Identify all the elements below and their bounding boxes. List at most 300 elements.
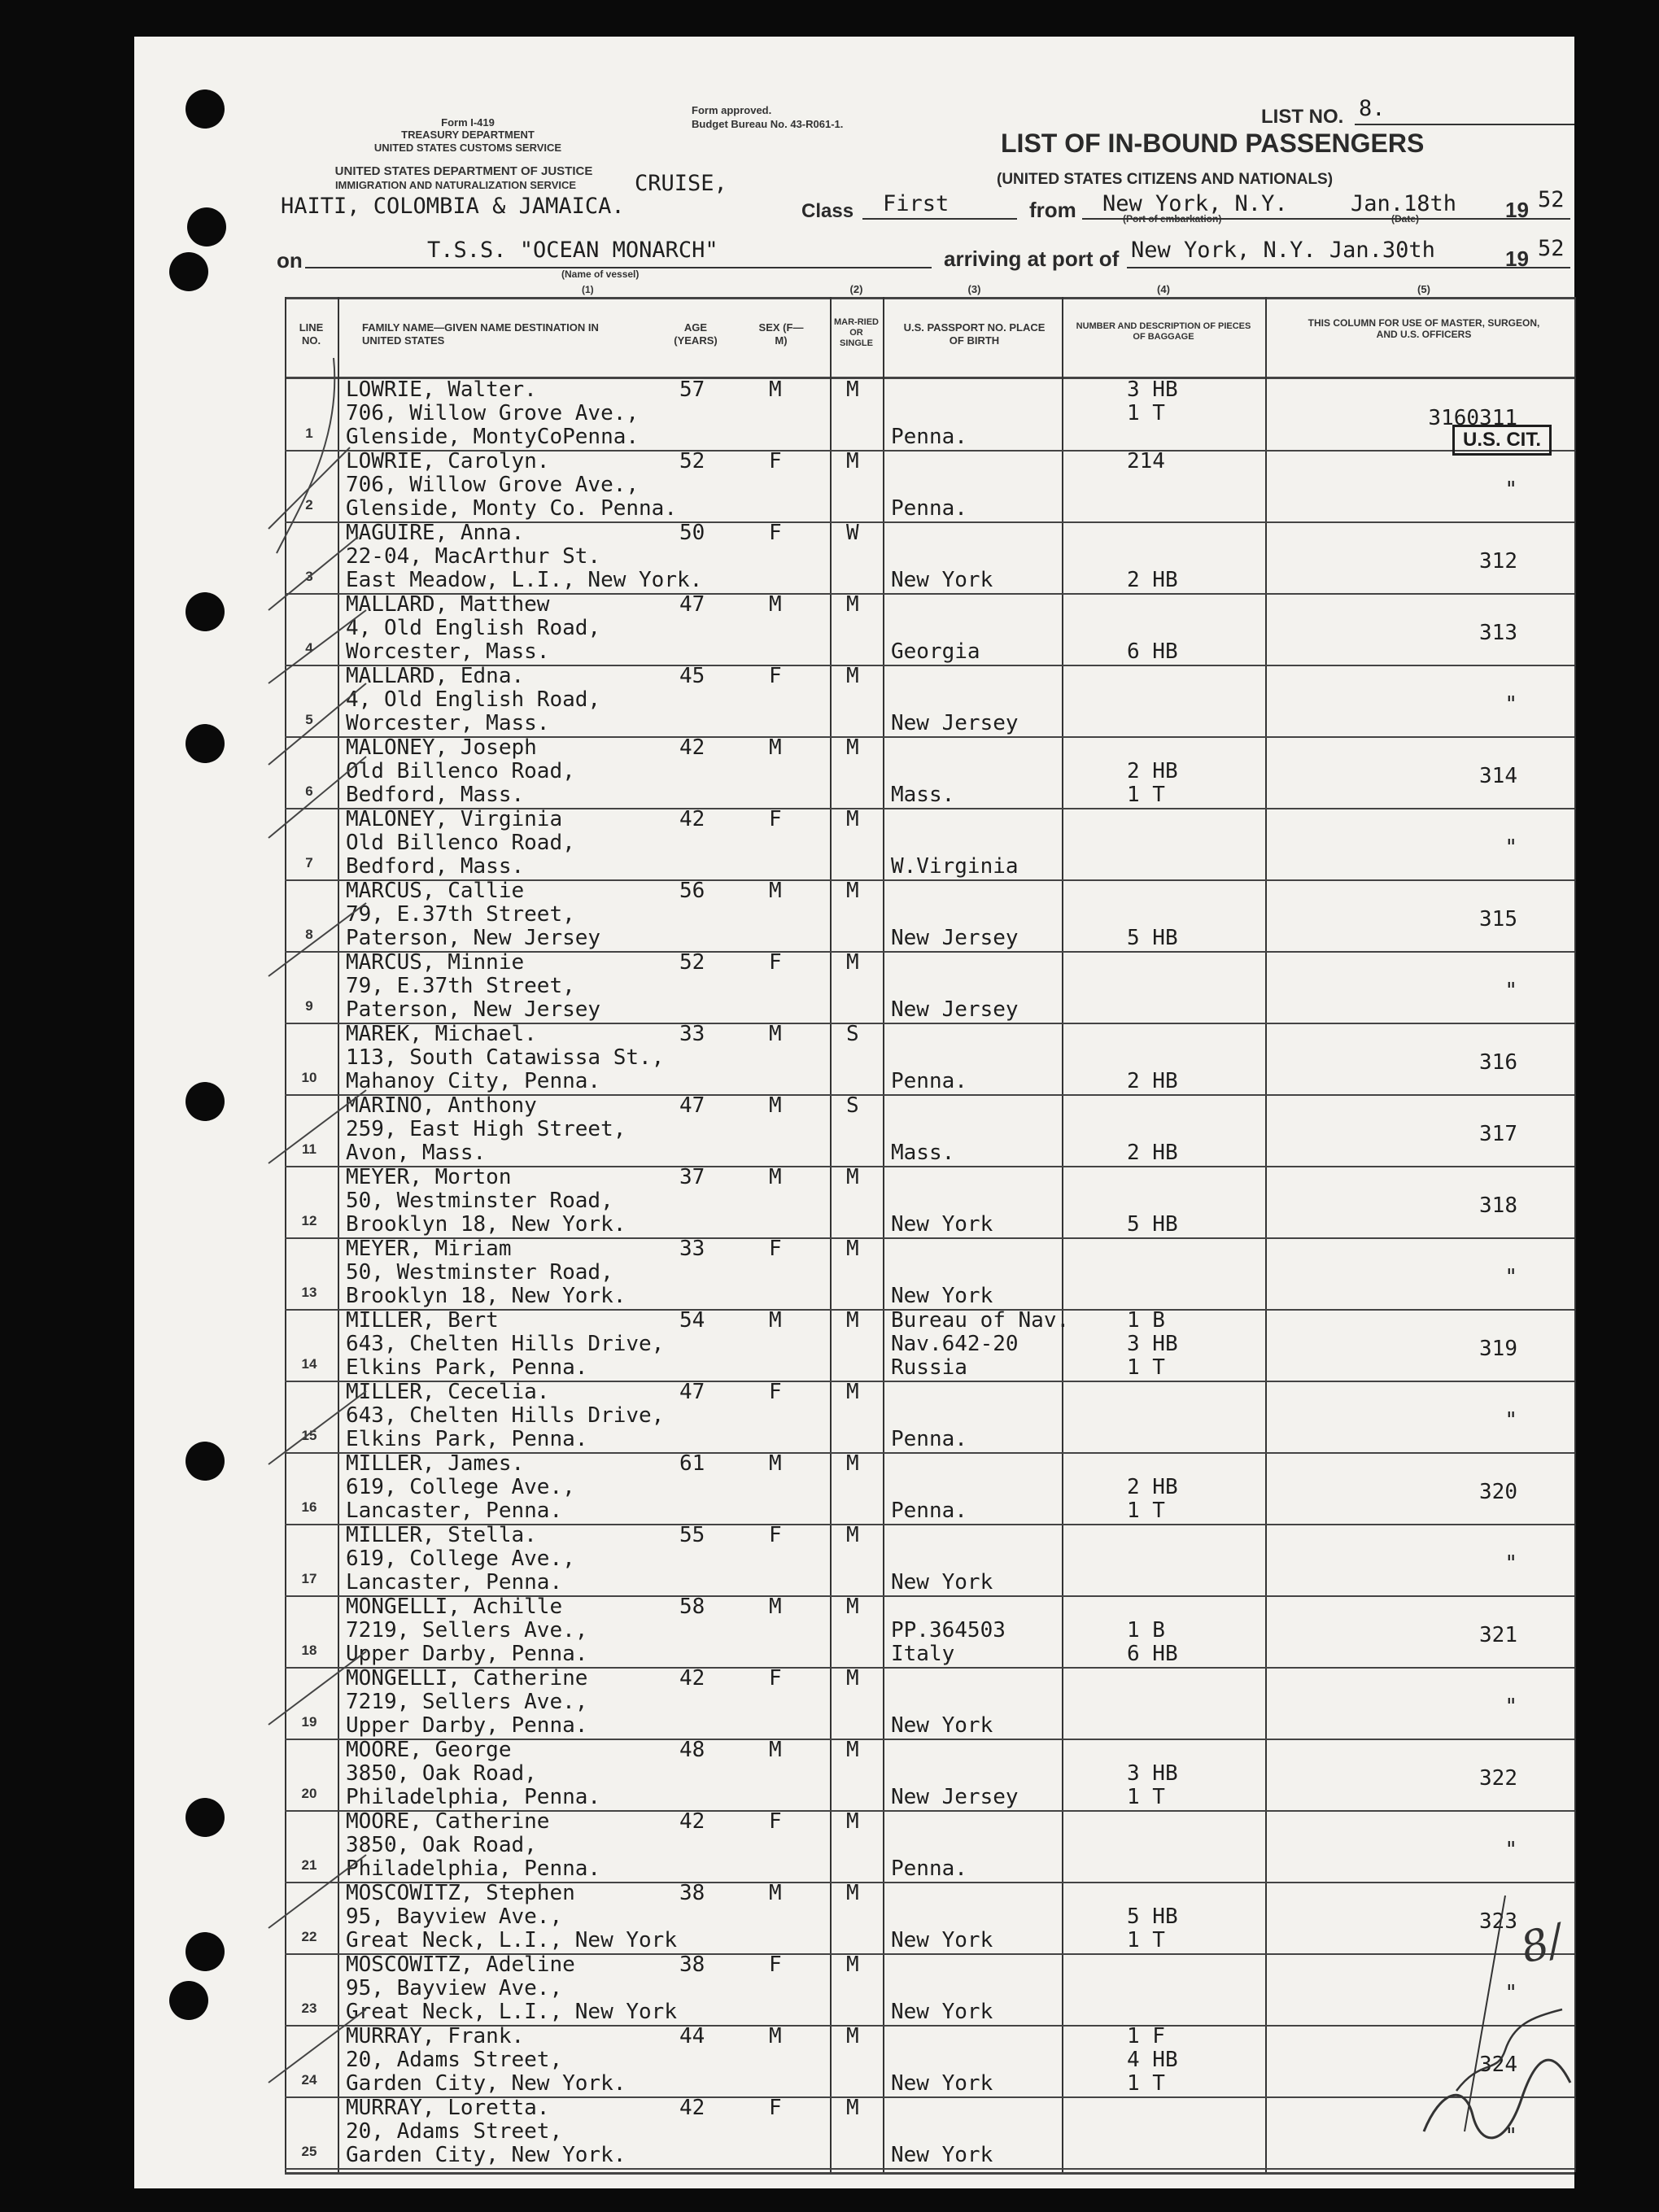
table-row (285, 1166, 1574, 1237)
class-underline (862, 218, 1017, 220)
age: 38 (679, 1881, 705, 1905)
punch-hole (186, 89, 225, 129)
place-of-birth: New York (891, 1212, 993, 1237)
place-of-birth: Penna. (891, 1427, 967, 1451)
passenger-name: MURRAY, Frank. (346, 2024, 525, 2048)
age: 50 (679, 521, 705, 545)
place-of-birth: New York (891, 568, 993, 592)
officer-number: 314 (1479, 764, 1517, 788)
place-of-birth: Mass. (891, 1141, 955, 1165)
col-header-officers: THIS COLUMN FOR USE OF MASTER, SURGEON, AND U.S. OFFICERS (1308, 317, 1540, 340)
age: 57 (679, 377, 705, 402)
line-number: 24 (301, 2072, 317, 2088)
punch-hole (186, 592, 225, 631)
place-of-birth: New York (891, 2143, 993, 2167)
passenger-name: MOSCOWITZ, Adeline (346, 1952, 575, 1977)
list-no-label: LIST NO. (1261, 106, 1344, 128)
passport-line2: PP.364503 (891, 1618, 1006, 1643)
address-street: 3850, Oak Road, (346, 1833, 537, 1857)
vessel-name: T.S.S. "OCEAN MONARCH" (427, 238, 718, 263)
line-number: 11 (302, 1141, 317, 1157)
address-city: Worcester, Mass. (346, 639, 550, 664)
col-header-name: FAMILY NAME—GIVEN NAME DESTINATION IN UNITED STATES (362, 321, 599, 347)
passenger-name: LOWRIE, Walter. (346, 377, 537, 402)
marital-status: M (846, 1595, 859, 1619)
address-street: 113, South Catawissa St., (346, 1045, 665, 1070)
address-city: Avon, Mass. (346, 1141, 487, 1165)
form-approved: Form approved. (692, 104, 772, 116)
punch-hole (186, 1798, 225, 1837)
baggage-line2: 3 HB (1127, 1761, 1178, 1786)
officer-number: " (1504, 692, 1517, 717)
age: 56 (679, 879, 705, 903)
sex: M (769, 1595, 782, 1619)
address-city: Elkins Park, Penna. (346, 1427, 588, 1451)
sex: M (769, 1308, 782, 1333)
sex: F (769, 1666, 782, 1691)
marital-status: M (846, 449, 859, 473)
from-note: (Port of embarkation) (1123, 213, 1222, 225)
address-street: 643, Chelten Hills Drive, (346, 1403, 665, 1428)
age: 44 (679, 2024, 705, 2048)
marital-status: M (846, 1451, 859, 1476)
passenger-name: MOSCOWITZ, Stephen (346, 1881, 575, 1905)
table-row (285, 1953, 1574, 2025)
marital-status: M (846, 1738, 859, 1762)
sex: M (769, 1165, 782, 1189)
us-citizen-stamp: U.S. CIT. (1452, 425, 1552, 456)
officer-number: 321 (1479, 1623, 1517, 1647)
line-number: 17 (301, 1571, 317, 1586)
table-row (285, 1452, 1574, 1524)
place-of-birth: Penna. (891, 425, 967, 449)
baggage-line3: 1 T (1127, 1355, 1165, 1380)
place-of-birth: Russia (891, 1355, 967, 1380)
table-row (285, 1524, 1574, 1595)
place-of-birth: W.Virginia (891, 854, 1019, 879)
sex: F (769, 2096, 782, 2120)
address-street: 4, Old English Road, (346, 616, 601, 640)
place-of-birth: Mass. (891, 783, 955, 807)
passenger-name: MALONEY, Virginia (346, 807, 563, 831)
marital-status: M (846, 879, 859, 903)
age: 33 (679, 1022, 705, 1046)
vessel-note: (Name of vessel) (561, 268, 640, 280)
year-prefix-2: 19 (1505, 247, 1529, 271)
place-of-birth: New York (891, 1928, 993, 1952)
place-of-birth: New York (891, 1570, 993, 1595)
age: 33 (679, 1237, 705, 1261)
officer-number: 312 (1479, 549, 1517, 574)
punch-hole (186, 1082, 225, 1121)
age: 42 (679, 735, 705, 760)
address-city: Bedford, Mass. (346, 854, 525, 879)
sex: F (769, 521, 782, 545)
departure-date: Jan.18th (1351, 191, 1457, 216)
age: 54 (679, 1308, 705, 1333)
address-street: 79, E.37th Street, (346, 902, 575, 927)
line-number: 13 (301, 1285, 317, 1300)
address-city: Brooklyn 18, New York. (346, 1212, 626, 1237)
list-no: 8. (1359, 96, 1386, 121)
marital-status: M (846, 1809, 859, 1834)
address-city: Philadelphia, Penna. (346, 1785, 601, 1809)
marital-status: M (846, 2024, 859, 2048)
line-number: 12 (301, 1213, 317, 1228)
address-street: 259, East High Street, (346, 1117, 626, 1141)
passenger-name: MOORE, Catherine (346, 1809, 550, 1834)
address-street: 7219, Sellers Ave., (346, 1690, 588, 1714)
passenger-name: MEYER, Morton (346, 1165, 512, 1189)
table-row (285, 593, 1574, 665)
place-of-birth: Penna. (891, 1856, 967, 1881)
address-street: 79, E.37th Street, (346, 974, 575, 998)
passenger-name: MOORE, George (346, 1738, 512, 1762)
passenger-name: MILLER, Bert (346, 1308, 499, 1333)
passenger-name: MAREK, Michael. (346, 1022, 537, 1046)
line-number: 23 (301, 2000, 317, 2016)
table-row (285, 879, 1574, 951)
marital-status: S (846, 1022, 859, 1046)
sex: F (769, 1952, 782, 1977)
marital-status: M (846, 1380, 859, 1404)
arrival-underline (1127, 267, 1570, 268)
baggage-line3: 2 HB (1127, 568, 1178, 592)
sex: F (769, 449, 782, 473)
place-of-birth: Penna. (891, 496, 967, 521)
sex: M (769, 1881, 782, 1905)
marital-status: M (846, 1237, 859, 1261)
address-city: Paterson, New Jersey (346, 997, 601, 1022)
passport-line2: Nav.642-20 (891, 1332, 1019, 1356)
baggage-line3: 5 HB (1127, 1212, 1178, 1237)
table-row (285, 450, 1574, 521)
punch-hole (169, 252, 208, 291)
marital-status: M (846, 1523, 859, 1547)
officer-number: 3160311 (1428, 406, 1517, 430)
table-row (285, 1237, 1574, 1309)
officer-number: 316 (1479, 1050, 1517, 1075)
marital-status: M (846, 950, 859, 975)
table-row (285, 1309, 1574, 1381)
officer-number: " (1504, 1695, 1517, 1719)
line-number: 6 (305, 783, 313, 799)
line-number: 18 (301, 1643, 317, 1658)
place-of-birth: New York (891, 1713, 993, 1738)
officer-number: " (1504, 1838, 1517, 1862)
baggage-line3: 1 T (1127, 1499, 1165, 1523)
arrival-port: New York, N.Y. Jan.30th (1131, 238, 1435, 263)
address-street: 3850, Oak Road, (346, 1761, 537, 1786)
address-city: Great Neck, L.I., New York (346, 2000, 677, 2024)
place-of-birth: Georgia (891, 639, 980, 664)
address-city: Upper Darby, Penna. (346, 1713, 588, 1738)
place-of-birth: Italy (891, 1642, 955, 1666)
line-number: 10 (301, 1070, 317, 1085)
baggage-line2: 4 HB (1127, 2048, 1178, 2072)
vessel-col-num: (1) (582, 284, 594, 295)
form-subtitle: (UNITED STATES CITIZENS AND NATIONALS) (997, 171, 1334, 188)
line-number: 21 (301, 1857, 317, 1873)
budget-bureau: Budget Bureau No. 43-R061-1. (692, 118, 844, 130)
address-street: 7219, Sellers Ave., (346, 1618, 588, 1643)
punch-hole (187, 207, 226, 247)
table-bottom-border (285, 2172, 1574, 2175)
address-city: Bedford, Mass. (346, 783, 525, 807)
table-row (285, 1810, 1574, 1882)
line-number: 14 (301, 1356, 317, 1372)
line-number: 25 (301, 2144, 317, 2159)
address-street: 50, Westminster Road, (346, 1260, 613, 1285)
table-row (285, 951, 1574, 1023)
inspector-signature (1408, 1887, 1587, 2148)
table-row (285, 808, 1574, 879)
table-row (285, 378, 1574, 450)
marital-status: M (846, 592, 859, 617)
address-street: 619, College Ave., (346, 1547, 575, 1571)
baggage-line3: 1 T (1127, 1785, 1165, 1809)
baggage-line3: 6 HB (1127, 1642, 1178, 1666)
age: 42 (679, 1666, 705, 1691)
address-city: Brooklyn 18, New York. (346, 1284, 626, 1308)
table-row (285, 2025, 1574, 2096)
age: 52 (679, 950, 705, 975)
table-row (285, 1739, 1574, 1810)
baggage-line2: 1 B (1127, 1618, 1165, 1643)
place-of-birth: New Jersey (891, 1785, 1019, 1809)
marital-status: M (846, 1308, 859, 1333)
dept-customs: UNITED STATES CUSTOMS SERVICE (373, 142, 562, 154)
table-row (285, 1667, 1574, 1739)
baggage-line3: 1 T (1127, 783, 1165, 807)
passenger-name: MURRAY, Loretta. (346, 2096, 550, 2120)
passenger-name: MALLARD, Matthew (346, 592, 550, 617)
address-city: Great Neck, L.I., New York (346, 1928, 677, 1952)
passenger-name: MILLER, Stella. (346, 1523, 537, 1547)
col-header-line-no: LINE NO. (299, 321, 324, 347)
baggage-line3: 6 HB (1127, 639, 1178, 664)
table-top-border (285, 297, 1574, 299)
line-number: 20 (301, 1786, 317, 1801)
address-street: 706, Willow Grove Ave., (346, 473, 640, 497)
passenger-name: MILLER, Cecelia. (346, 1380, 550, 1404)
col-header-officers-num: (5) (1417, 283, 1430, 295)
address-street: 20, Adams Street, (346, 2048, 563, 2072)
baggage-line3: 2 HB (1127, 1069, 1178, 1093)
line-number: 2 (305, 497, 313, 513)
age: 42 (679, 1809, 705, 1834)
marital-status: S (846, 1093, 859, 1118)
sex: F (769, 1237, 782, 1261)
row-divider (285, 2168, 1574, 2170)
class-label: Class (801, 200, 854, 222)
address-city: Lancaster, Penna. (346, 1499, 563, 1523)
col-header-passport-num: (3) (967, 283, 981, 295)
address-city: Paterson, New Jersey (346, 926, 601, 950)
line-number: 15 (301, 1428, 317, 1443)
marital-status: M (846, 664, 859, 688)
officer-number: " (1504, 2124, 1517, 2149)
age: 45 (679, 664, 705, 688)
address-street: 4, Old English Road, (346, 687, 601, 712)
officer-number: " (1504, 1408, 1517, 1433)
table-row (285, 521, 1574, 593)
officer-number: 319 (1479, 1337, 1517, 1361)
place-of-birth: Penna. (891, 1069, 967, 1093)
officer-number: " (1504, 1265, 1517, 1289)
address-street: 20, Adams Street, (346, 2119, 563, 2144)
sex: F (769, 1809, 782, 1834)
passenger-name: MALONEY, Joseph (346, 735, 537, 760)
age: 52 (679, 449, 705, 473)
officer-number: 313 (1479, 621, 1517, 645)
table-row (285, 1381, 1574, 1452)
line-number: 9 (305, 998, 313, 1014)
address-city: East Meadow, L.I., New York. (346, 568, 703, 592)
officer-number: " (1504, 1551, 1517, 1576)
marital-status: M (846, 735, 859, 760)
passenger-name: MAGUIRE, Anna. (346, 521, 525, 545)
address-street: 95, Bayview Ave., (346, 1976, 563, 2000)
age: 47 (679, 1380, 705, 1404)
line-number: 22 (301, 1929, 317, 1944)
address-city: Garden City, New York. (346, 2143, 626, 2167)
sex: M (769, 1738, 782, 1762)
passenger-name: MARINO, Anthony (346, 1093, 537, 1118)
table-row (285, 1023, 1574, 1094)
punch-hole (169, 1981, 208, 2020)
passenger-name: MARCUS, Callie (346, 879, 525, 903)
age: 48 (679, 1738, 705, 1762)
line-number: 8 (305, 927, 313, 942)
marital-status: M (846, 1666, 859, 1691)
age: 47 (679, 1093, 705, 1118)
place-of-birth: New York (891, 1284, 993, 1308)
address-city: Elkins Park, Penna. (346, 1355, 588, 1380)
baggage-line2: 5 HB (1127, 1904, 1178, 1929)
col-header-sex: SEX (F—M) (758, 321, 804, 347)
place-of-birth: Penna. (891, 1499, 967, 1523)
age: 47 (679, 592, 705, 617)
class-value: First (883, 191, 950, 216)
year-prefix-1: 19 (1505, 198, 1529, 222)
sex: M (769, 735, 782, 760)
place-of-birth: New York (891, 2000, 993, 2024)
officer-number: 315 (1479, 907, 1517, 931)
marital-status: M (846, 1952, 859, 1977)
dept-ins: IMMIGRATION AND NATURALIZATION SERVICE (334, 179, 577, 191)
officer-number: 323 (1479, 1909, 1517, 1934)
age: 37 (679, 1165, 705, 1189)
baggage-line1: 3 HB (1127, 377, 1178, 402)
passenger-name: MONGELLI, Catherine (346, 1666, 588, 1691)
margin-note: 8/ (1516, 1915, 1569, 1974)
dept-treasury: TREASURY DEPARTMENT (401, 129, 535, 141)
baggage-line2: 2 HB (1127, 1475, 1178, 1499)
form-title: LIST OF IN-BOUND PASSENGERS (1001, 129, 1425, 158)
col-header-passport: U.S. PASSPORT NO. PLACE OF BIRTH (903, 321, 1046, 347)
baggage-line3: 1 T (1127, 2071, 1165, 2096)
passenger-name: MILLER, James. (346, 1451, 525, 1476)
age: 61 (679, 1451, 705, 1476)
sex: F (769, 950, 782, 975)
officer-number: 324 (1479, 2053, 1517, 2077)
table-row (285, 665, 1574, 736)
passenger-name: MEYER, Miriam (346, 1237, 512, 1261)
address-city: Philadelphia, Penna. (346, 1856, 601, 1881)
officer-number: 318 (1479, 1193, 1517, 1218)
year-1: 52 (1538, 187, 1565, 212)
address-city: Lancaster, Penna. (346, 1570, 563, 1595)
baggage-line1: 1 F (1127, 2024, 1165, 2048)
marital-status: M (846, 377, 859, 402)
baggage-line2: 2 HB (1127, 759, 1178, 783)
col-header-married: MAR-RIED OR SINGLE (834, 317, 879, 348)
address-street: 50, Westminster Road, (346, 1189, 613, 1213)
address-street: 619, College Ave., (346, 1475, 575, 1499)
passenger-name: LOWRIE, Carolyn. (346, 449, 550, 473)
sex: F (769, 664, 782, 688)
cruise-label: CRUISE, (635, 171, 727, 196)
age: 38 (679, 1952, 705, 1977)
on-label: on (277, 248, 303, 273)
punch-hole (186, 1442, 225, 1481)
arriving-label: arriving at port of (944, 247, 1120, 271)
baggage-line3: 1 T (1127, 1928, 1165, 1952)
baggage-line3: 2 HB (1127, 1141, 1178, 1165)
officer-number: " (1504, 478, 1517, 502)
line-number: 5 (305, 712, 313, 727)
address-street: Old Billenco Road, (346, 759, 575, 783)
age: 55 (679, 1523, 705, 1547)
passenger-name: MALLARD, Edna. (346, 664, 525, 688)
baggage-line2: 1 T (1127, 401, 1165, 425)
place-of-birth: New Jersey (891, 926, 1019, 950)
from-label: from (1029, 198, 1076, 222)
form-number: Form I-419 (441, 116, 495, 129)
officer-number: 320 (1479, 1480, 1517, 1504)
col-header-baggage-num: (4) (1157, 283, 1170, 295)
address-street: 706, Willow Grove Ave., (346, 401, 640, 425)
passenger-name: MARCUS, Minnie (346, 950, 525, 975)
table-row (285, 1595, 1574, 1667)
age: 58 (679, 1595, 705, 1619)
punch-hole (186, 1932, 225, 1971)
passport-line1: Bureau of Nav. (891, 1308, 1070, 1333)
sex: M (769, 1093, 782, 1118)
line-number: 4 (305, 640, 313, 656)
place-of-birth: New Jersey (891, 997, 1019, 1022)
address-street: Old Billenco Road, (346, 831, 575, 855)
officer-number: 322 (1479, 1766, 1517, 1791)
place-of-birth: New York (891, 2071, 993, 2096)
address-street: 643, Chelten Hills Drive, (346, 1332, 665, 1356)
officer-number: 317 (1479, 1122, 1517, 1146)
sex: M (769, 377, 782, 402)
line-number: 16 (301, 1499, 317, 1515)
address-city: Mahanoy City, Penna. (346, 1069, 601, 1093)
place-of-birth: New Jersey (891, 711, 1019, 735)
line-number: 1 (305, 425, 313, 441)
col-header-married-num: (2) (849, 283, 863, 295)
age: 42 (679, 807, 705, 831)
address-street: 95, Bayview Ave., (346, 1904, 563, 1929)
marital-status: M (846, 1165, 859, 1189)
marital-status: M (846, 1881, 859, 1905)
officer-number: " (1504, 1981, 1517, 2005)
baggage-line1: 214 (1127, 449, 1165, 473)
from-port: New York, N.Y. (1102, 191, 1288, 216)
